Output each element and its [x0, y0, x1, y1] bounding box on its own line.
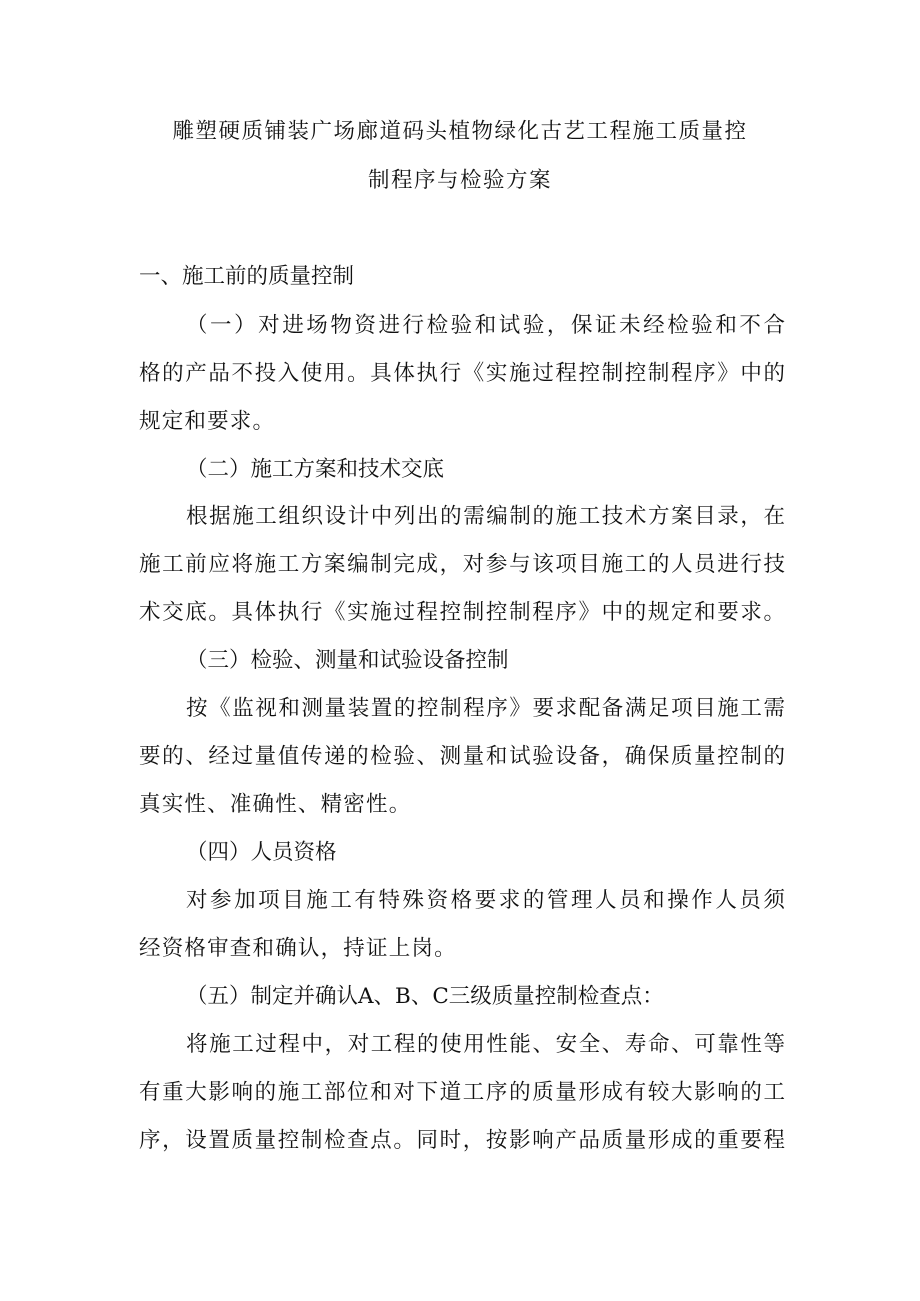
subsection-3-line-3: 真实性、准确性、精密性。	[139, 792, 412, 817]
subsection-5-line-3: 序，设置质量控制检查点。同时，按影响产品质量形成的重要程	[139, 1128, 785, 1153]
subsection-3-line-2: 要的、经过量值传递的检验、测量和试验设备，确保质量控制的	[139, 744, 785, 769]
subsection-4-line-1: 对参加项目施工有特殊资格要求的管理人员和操作人员须	[186, 888, 785, 913]
subsection-1-line-3: 规定和要求。	[139, 409, 276, 434]
subsection-5-heading: （五）制定并确认A、B、C三级质量控制检查点：	[186, 984, 664, 1009]
subsection-1-line-1: （一）对进场物资进行检验和试验，保证未经检验和不合	[186, 313, 785, 338]
document-title-line-2: 制程序与检验方案	[367, 168, 552, 193]
subsection-2-line-3: 术交底。具体执行《实施过程控制控制程序》中的规定和要求。	[139, 600, 785, 625]
subsection-5-line-2: 有重大影响的施工部位和对下道工序的质量形成有较大影响的工	[139, 1080, 785, 1105]
subsection-2-line-1: 根据施工组织设计中列出的需编制的施工技术方案目录，在	[186, 504, 785, 529]
subsection-4-line-2: 经资格审查和确认，持证上岗。	[139, 936, 457, 961]
subsection-1-line-2: 格的产品不投入使用。具体执行《实施过程控制控制程序》中的	[139, 361, 785, 386]
subsection-3-line-1: 按《监视和测量装置的控制程序》要求配备满足项目施工需	[186, 696, 785, 721]
subsection-2-heading: （二）施工方案和技术交底	[186, 457, 445, 482]
document-title-line-1: 雕塑硬质铺装广场廊道码头植物绿化古艺工程施工质量控	[172, 119, 748, 144]
subsection-4-heading: （四）人员资格	[186, 840, 337, 865]
subsection-5-line-1: 将施工过程中，对工程的使用性能、安全、寿命、可靠性等	[186, 1032, 785, 1057]
subsection-3-heading: （三）检验、测量和试验设备控制	[186, 648, 509, 673]
section-heading: 一、施工前的质量控制	[139, 264, 355, 289]
subsection-2-line-2: 施工前应将施工方案编制完成，对参与该项目施工的人员进行技	[139, 552, 785, 577]
